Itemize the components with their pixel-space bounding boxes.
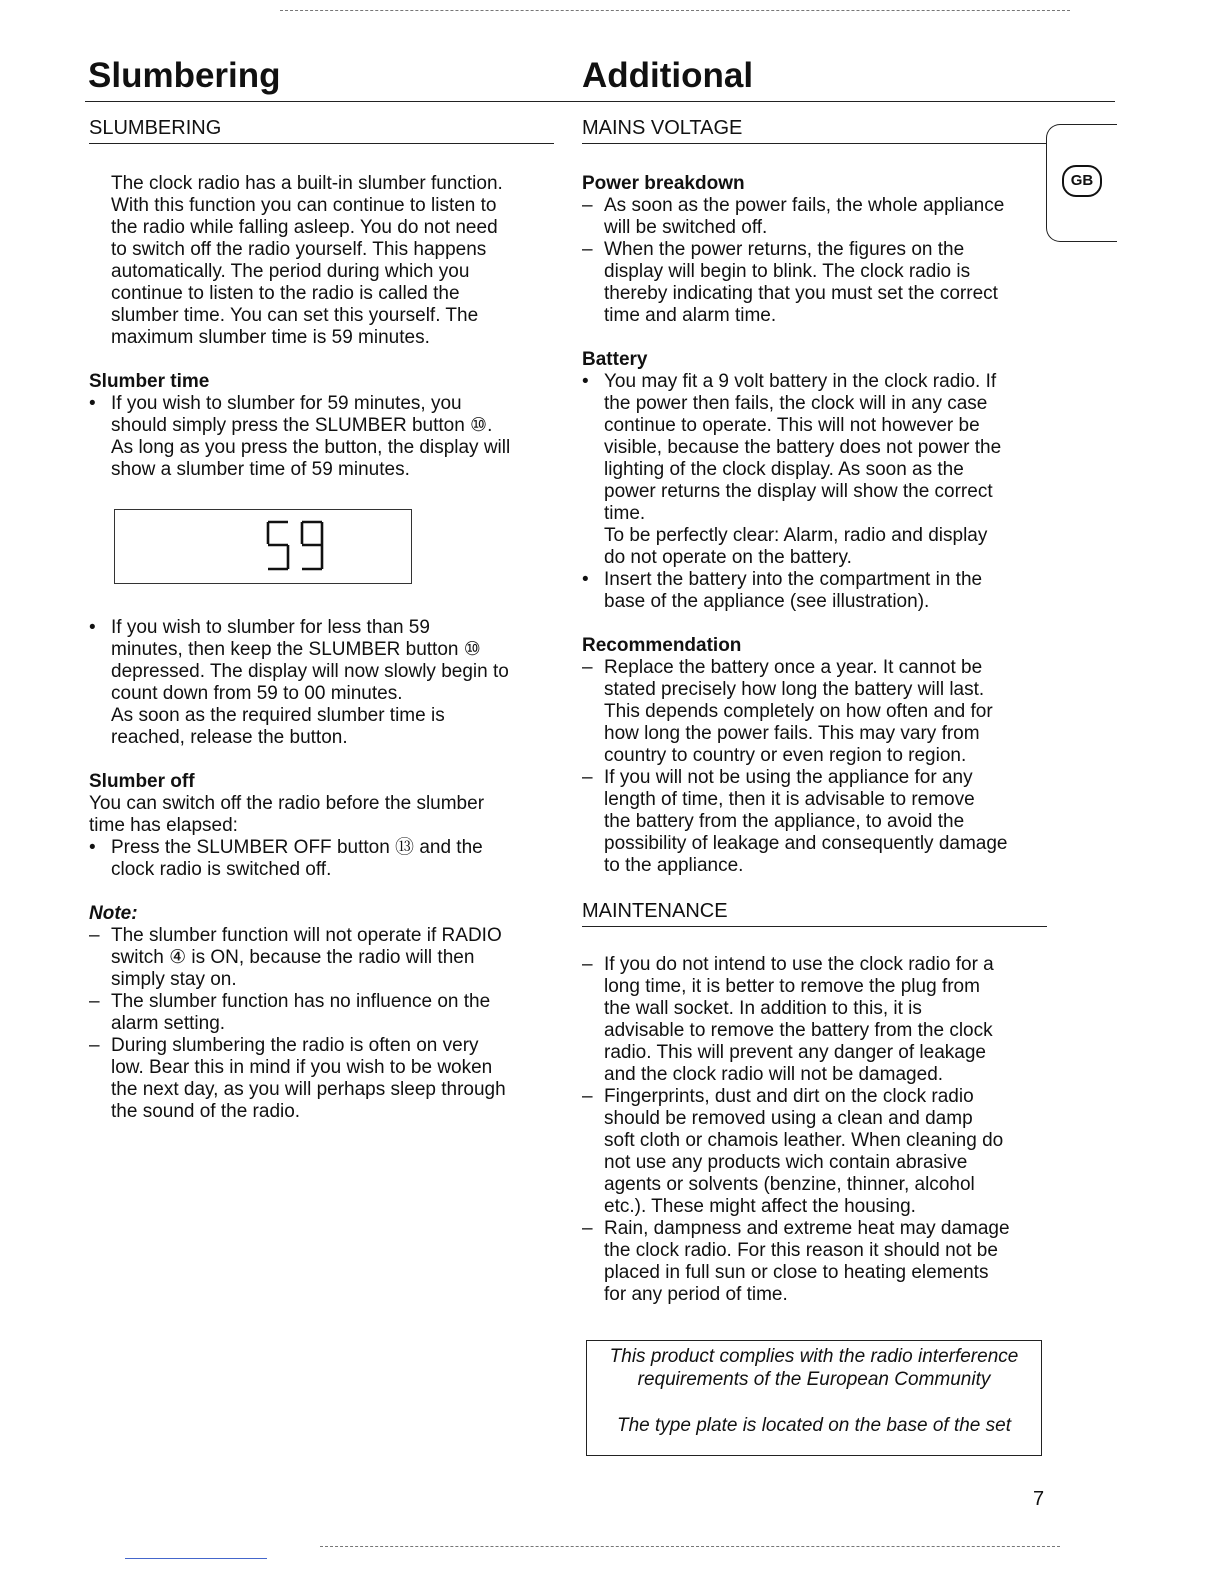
note-list [89,925,554,1123]
header-rule [85,101,1115,102]
list-line: visible, because the battery does not power the [604,437,1002,458]
subheading-slumber-time: Slumber time [89,371,210,392]
bullet-icon: • [89,837,96,858]
subheading-recommendation: Recommendation [582,635,742,656]
list-line: time and alarm time. [604,305,777,326]
list-line: As soon as the power fails, the whole appliance [604,195,1005,216]
maintenance-list [582,954,1047,1306]
list-line: do not operate on the battery. [604,547,852,568]
list-line: Fingerprints, dust and dirt on the clock radio [604,1086,974,1107]
slumber-off-list [89,837,554,881]
intro-line: maximum slumber time is 59 minutes. [111,327,430,348]
list-line: thereby indicating that you must set the correct [604,283,998,304]
list-line: not use any products wich contain abrasive [604,1152,968,1173]
list-item [89,393,554,481]
intro-line: continue to listen to the radio is called the [111,283,460,304]
list-line: When the power returns, the figures on the [604,239,965,260]
list-line: time. [604,503,646,524]
list-line: base of the appliance (see illustration). [604,591,930,612]
list-line: The slumber function has no influence on the [111,991,491,1012]
list-line: switch ④ is ON, because the radio will then [111,947,475,968]
left-column [89,116,554,1123]
list-line: During slumbering the radio is often on very [111,1035,479,1056]
list-line: the battery from the appliance, to avoid the [604,811,965,832]
list-line: You may fit a 9 volt battery in the clock radio. If [604,371,997,392]
section-heading-maintenance: MAINTENANCE [582,899,1047,927]
dash-icon: – [89,991,100,1012]
list-line: the power then fails, the clock will in any case [604,393,988,414]
digit-five-icon [268,522,288,569]
scan-artifact-top [280,10,1070,11]
list-line: long time, it is better to remove the plug from [604,976,980,997]
digit-nine-icon [302,522,322,569]
list-line: placed in full sun or close to heating elements [604,1262,989,1283]
slumber-countdown-list [89,617,554,749]
subheading-battery: Battery [582,349,648,370]
list-item [89,837,554,881]
list-item [89,1035,554,1123]
list-line: lighting of the clock display. As soon as the [604,459,964,480]
notice-line: requirements of the European Community [637,1369,991,1390]
list-item [582,954,1047,1086]
list-line: will be switched off. [604,217,768,238]
list-line: alarm setting. [111,1013,226,1034]
list-line: agents or solvents (benzine, thinner, alcohol [604,1174,975,1195]
list-line: If you wish to slumber for less than 59 [111,617,430,638]
scan-artifact-bottom [320,1546,1060,1547]
compliance-notice [586,1340,1042,1456]
intro-line: The clock radio has a built-in slumber function. [111,173,503,194]
list-line: the clock radio. For this reason it should not be [604,1240,998,1261]
dash-icon: – [582,954,593,975]
intro-line: the radio while falling asleep. You do not need [111,217,498,238]
list-line: show a slumber time of 59 minutes. [111,459,410,480]
bullet-icon: • [89,617,96,638]
list-item [89,925,554,991]
list-line: count down from 59 to 00 minutes. [111,683,403,704]
list-item [582,1218,1047,1306]
intro-line: to switch off the radio yourself. This happens [111,239,487,260]
list-line: and the clock radio will not be damaged. [604,1064,944,1085]
dash-icon: – [582,657,593,678]
bullet-icon: • [89,393,96,414]
list-line: to the appliance. [604,855,744,876]
list-line: display will begin to blink. The clock radio is [604,261,971,282]
list-line: Press the SLUMBER OFF button ⑬ and the [111,837,483,858]
list-line: should be removed using a clean and damp [604,1108,973,1129]
list-line: length of time, then it is advisable to remove [604,789,975,810]
list-item [582,657,1047,767]
dash-icon: – [582,195,593,216]
list-line: To be perfectly clear: Alarm, radio and display [604,525,988,546]
slumber-off-line: time has elapsed: [89,815,238,836]
battery-list [582,371,1047,613]
bullet-icon: • [582,569,589,590]
list-item [582,1086,1047,1218]
list-line: minutes, then keep the SLUMBER button ⑩ [111,639,481,660]
subheading-slumber-off: Slumber off [89,771,195,792]
list-line: Replace the battery once a year. It cannot be [604,657,983,678]
subheading-power-breakdown: Power breakdown [582,173,745,194]
list-line: should simply press the SLUMBER button ⑩. [111,415,493,436]
list-line: As long as you press the button, the display will [111,437,511,458]
list-line: possibility of leakage and consequently damage [604,833,1008,854]
list-line: If you will not be using the appliance for any [604,767,973,788]
list-item [582,195,1047,239]
bullet-icon: • [582,371,589,392]
list-line: This depends completely on how often and for [604,701,993,722]
list-line: Insert the battery into the compartment in the [604,569,983,590]
list-line: depressed. The display will now slowly begin to [111,661,509,682]
seven-segment-digits [262,518,332,574]
language-badge: GB [1062,165,1102,197]
dash-icon: – [582,767,593,788]
list-line: As soon as the required slumber time is [111,705,445,726]
section-heading-slumbering: SLUMBERING [89,116,554,144]
list-line: power returns the display will show the correct [604,481,993,502]
dash-icon: – [582,1218,593,1239]
page-title-slumbering: Slumbering [88,56,281,95]
list-line: the sound of the radio. [111,1101,301,1122]
note-label: Note: [89,903,138,924]
page-number: 7 [1033,1488,1045,1510]
notice-line: This product complies with the radio interference [609,1346,1019,1367]
list-line: the next day, as you will perhaps sleep through [111,1079,506,1100]
intro-line: automatically. The period during which you [111,261,470,282]
list-line: soft cloth or chamois leather. When cleaning do [604,1130,1004,1151]
list-item [89,617,554,749]
list-line: etc.). These might affect the housing. [604,1196,916,1217]
dash-icon: – [582,1086,593,1107]
dash-icon: – [89,925,100,946]
intro-line: With this function you can continue to listen to [111,195,497,216]
list-line: reached, release the button. [111,727,348,748]
power-breakdown-list [582,195,1047,327]
section-heading-mains-voltage: MAINS VOLTAGE [582,116,1047,144]
list-line: If you wish to slumber for 59 minutes, you [111,393,462,414]
notice-line: The type plate is located on the base of the set [617,1415,1011,1436]
list-line: advisable to remove the battery from the clock [604,1020,993,1041]
recommendation-list [582,657,1047,877]
list-line: The slumber function will not operate if RADIO [111,925,502,946]
list-item [582,239,1047,327]
dash-icon: – [582,239,593,260]
page-title-additional: Additional [582,56,754,95]
list-item [582,569,1047,613]
list-item [89,991,554,1035]
list-line: for any period of time. [604,1284,788,1305]
list-line: continue to operate. This will not however be [604,415,980,436]
list-line: country to country or even region to region. [604,745,967,766]
list-line: how long the power fails. This may vary from [604,723,980,744]
list-line: low. Bear this in mind if you wish to be woken [111,1057,493,1078]
list-line: Rain, dampness and extreme heat may damage [604,1218,1010,1239]
list-item [582,371,1047,569]
list-line: clock radio is switched off. [111,859,332,880]
slumber-off-line: You can switch off the radio before the slumber [89,793,485,814]
intro-paragraph [89,173,554,349]
list-line: simply stay on. [111,969,237,990]
scan-artifact-blue-line [125,1558,267,1559]
slumber-display-illustration [114,509,412,584]
right-column [582,116,1047,1306]
list-line: the wall socket. In addition to this, it is [604,998,922,1019]
slumber-time-list [89,393,554,481]
list-item [582,767,1047,877]
list-line: stated precisely how long the battery will last. [604,679,985,700]
dash-icon: – [89,1035,100,1056]
list-line: If you do not intend to use the clock radio for a [604,954,994,975]
intro-line: slumber time. You can set this yourself. The [111,305,479,326]
list-line: radio. This will prevent any danger of leakage [604,1042,986,1063]
